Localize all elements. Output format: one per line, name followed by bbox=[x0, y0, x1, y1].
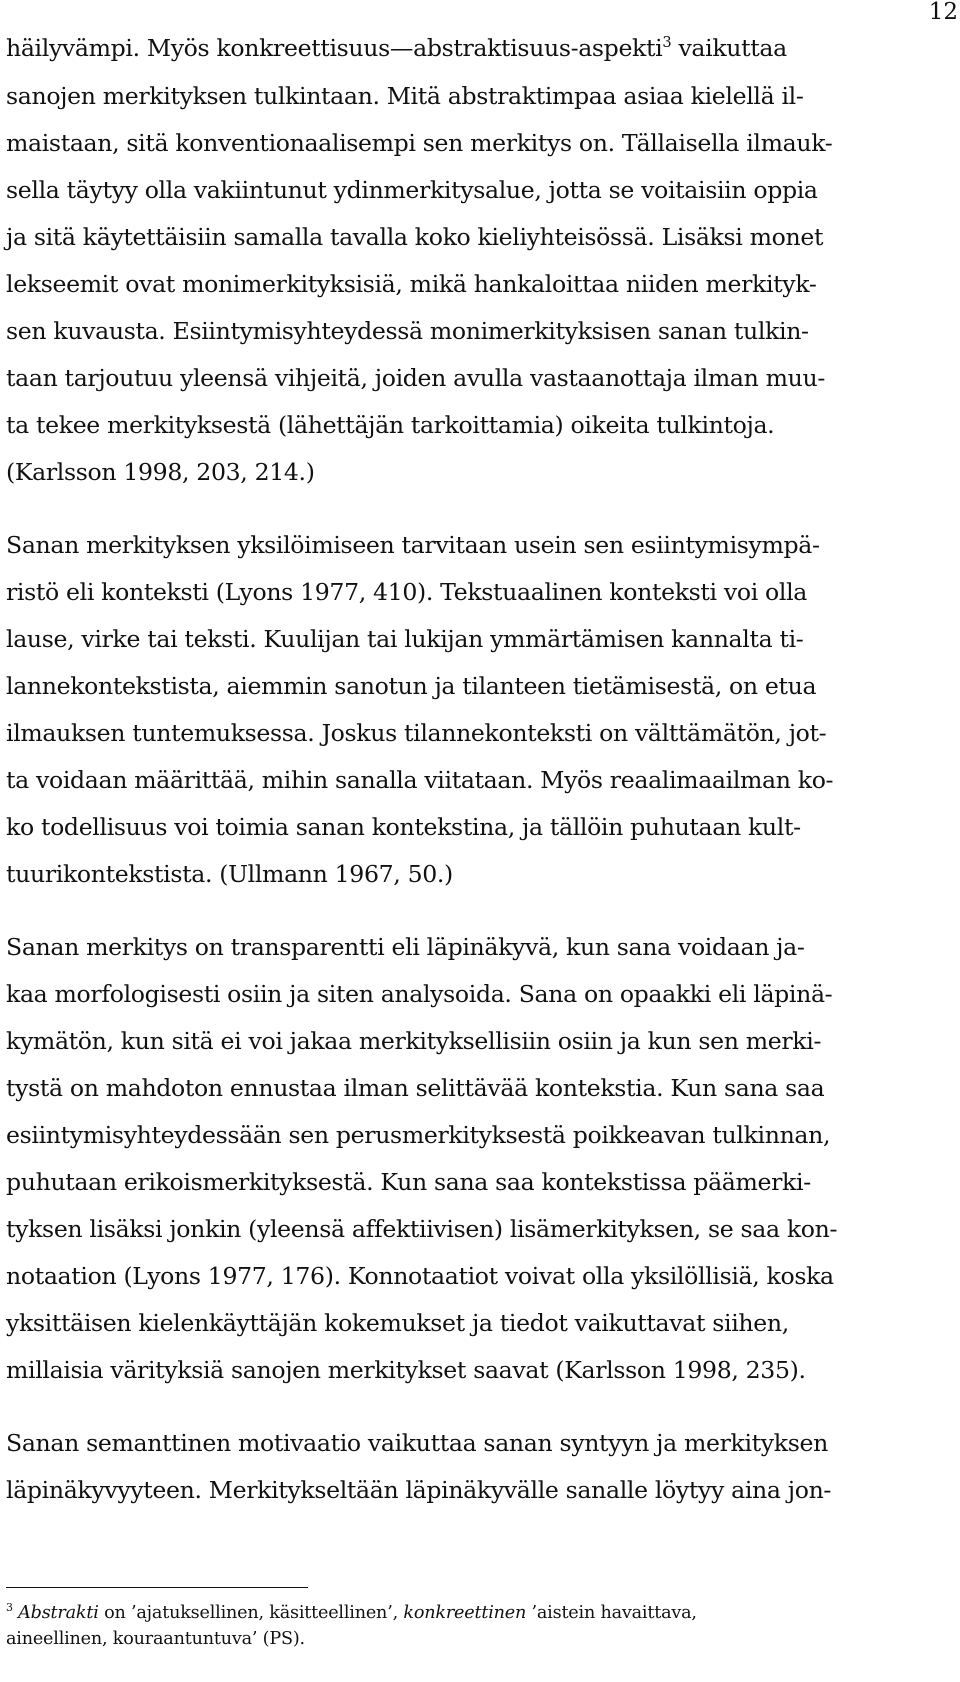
text-line: taan tarjoutuu yleensä vihjeitä, joiden avulla vastaanottaja ilman muu- bbox=[6, 364, 825, 392]
text-line: tystä on mahdoton ennustaa ilman selittävää kontekstia. Kun sana saa bbox=[6, 1074, 825, 1102]
page-number: 12 bbox=[928, 0, 958, 25]
text-line: puhutaan erikoismerkityksestä. Kun sana saa kontekstissa päämerki- bbox=[6, 1168, 811, 1196]
text-line: lannekontekstista, aiemmin sanotun ja tilanteen tietämisestä, on etua bbox=[6, 672, 817, 700]
footnote-line bbox=[6, 1602, 697, 1624]
footnote-text: on ’ajatuksellinen, käsitteellinen’, bbox=[98, 1603, 404, 1623]
text-line bbox=[6, 33, 787, 63]
text-line: lause, virke tai teksti. Kuulijan tai lukijan ymmärtämisen kannalta ti- bbox=[6, 625, 804, 653]
text-line: (Karlsson 1998, 203, 214.) bbox=[6, 458, 315, 486]
text-line: maistaan, sitä konventionaalisempi sen merkitys on. Tällaisella ilmauk- bbox=[6, 129, 833, 157]
text-line: sanojen merkityksen tulkintaan. Mitä abstraktimpaa asiaa kielellä il- bbox=[6, 82, 804, 110]
text-line: Sanan merkitys on transparentti eli läpinäkyvä, kun sana voidaan ja- bbox=[6, 933, 805, 961]
text-line: yksittäisen kielenkäyttäjän kokemukset ja tiedot vaikuttavat siihen, bbox=[6, 1309, 789, 1337]
text-line: millaisia värityksiä sanojen merkitykset saavat (Karlsson 1998, 235). bbox=[6, 1356, 806, 1384]
text-line: lekseemit ovat monimerkityksisiä, mikä hankaloittaa niiden merkityk- bbox=[6, 270, 817, 298]
footnote-term: Abstrakti bbox=[18, 1603, 99, 1623]
text-line: tuurikontekstista. (Ullmann 1967, 50.) bbox=[6, 860, 453, 888]
footnote-ref: 3 bbox=[662, 34, 672, 52]
text-line: ilmauksen tuntemuksessa. Joskus tilannekonteksti on välttämätön, jot- bbox=[6, 719, 827, 747]
text-line: sen kuvausta. Esiintymisyhteydessä monimerkityksisen sanan tulkin- bbox=[6, 317, 809, 345]
text-line: notaation (Lyons 1977, 176). Konnotaatiot voivat olla yksilöllisiä, koska bbox=[6, 1262, 834, 1290]
text-line: sella täytyy olla vakiintunut ydinmerkitysalue, jotta se voitaisiin oppia bbox=[6, 176, 818, 204]
footnote-term: konkreettinen bbox=[403, 1603, 527, 1623]
text-line: Sanan merkityksen yksilöimiseen tarvitaan usein sen esiintymisympä- bbox=[6, 531, 820, 559]
footnote-text: ’aistein havaittava, bbox=[526, 1603, 697, 1623]
footnote-line: aineellinen, kouraantuntuva’ (PS). bbox=[6, 1629, 305, 1649]
text-line: ta tekee merkityksestä (lähettäjän tarkoittamia) oikeita tulkintoja. bbox=[6, 411, 775, 439]
text-line: Sanan semanttinen motivaatio vaikuttaa sanan syntyyn ja merkityksen bbox=[6, 1429, 828, 1457]
text-line-part: vaikuttaa bbox=[671, 34, 787, 62]
footnote-marker: 3 bbox=[6, 1601, 13, 1615]
text-line: kymätön, kun sitä ei voi jakaa merkityksellisiin osiin ja kun sen merki- bbox=[6, 1027, 822, 1055]
text-line: ja sitä käytettäisiin samalla tavalla koko kieliyhteisössä. Lisäksi monet bbox=[6, 223, 824, 251]
text-line: ristö eli konteksti (Lyons 1977, 410). Tekstuaalinen konteksti voi olla bbox=[6, 578, 808, 606]
text-line-part: häilyvämpi. Myös konkreettisuus—abstraktisuus-aspekti bbox=[6, 34, 663, 62]
text-line: esiintymisyhteydessään sen perusmerkityksestä poikkeavan tulkinnan, bbox=[6, 1121, 831, 1149]
footnote-divider bbox=[6, 1587, 308, 1588]
text-line: ko todellisuus voi toimia sanan kontekstina, ja tällöin puhutaan kult- bbox=[6, 813, 801, 841]
text-line: kaa morfologisesti osiin ja siten analysoida. Sana on opaakki eli läpinä- bbox=[6, 980, 833, 1008]
text-line: ta voidaan määrittää, mihin sanalla viitataan. Myös reaalimaailman ko- bbox=[6, 766, 834, 794]
text-line: tyksen lisäksi jonkin (yleensä affektiivisen) lisämerkityksen, se saa kon- bbox=[6, 1215, 838, 1243]
text-line: läpinäkyvyyteen. Merkitykseltään läpinäkyvälle sanalle löytyy aina jon- bbox=[6, 1476, 832, 1504]
